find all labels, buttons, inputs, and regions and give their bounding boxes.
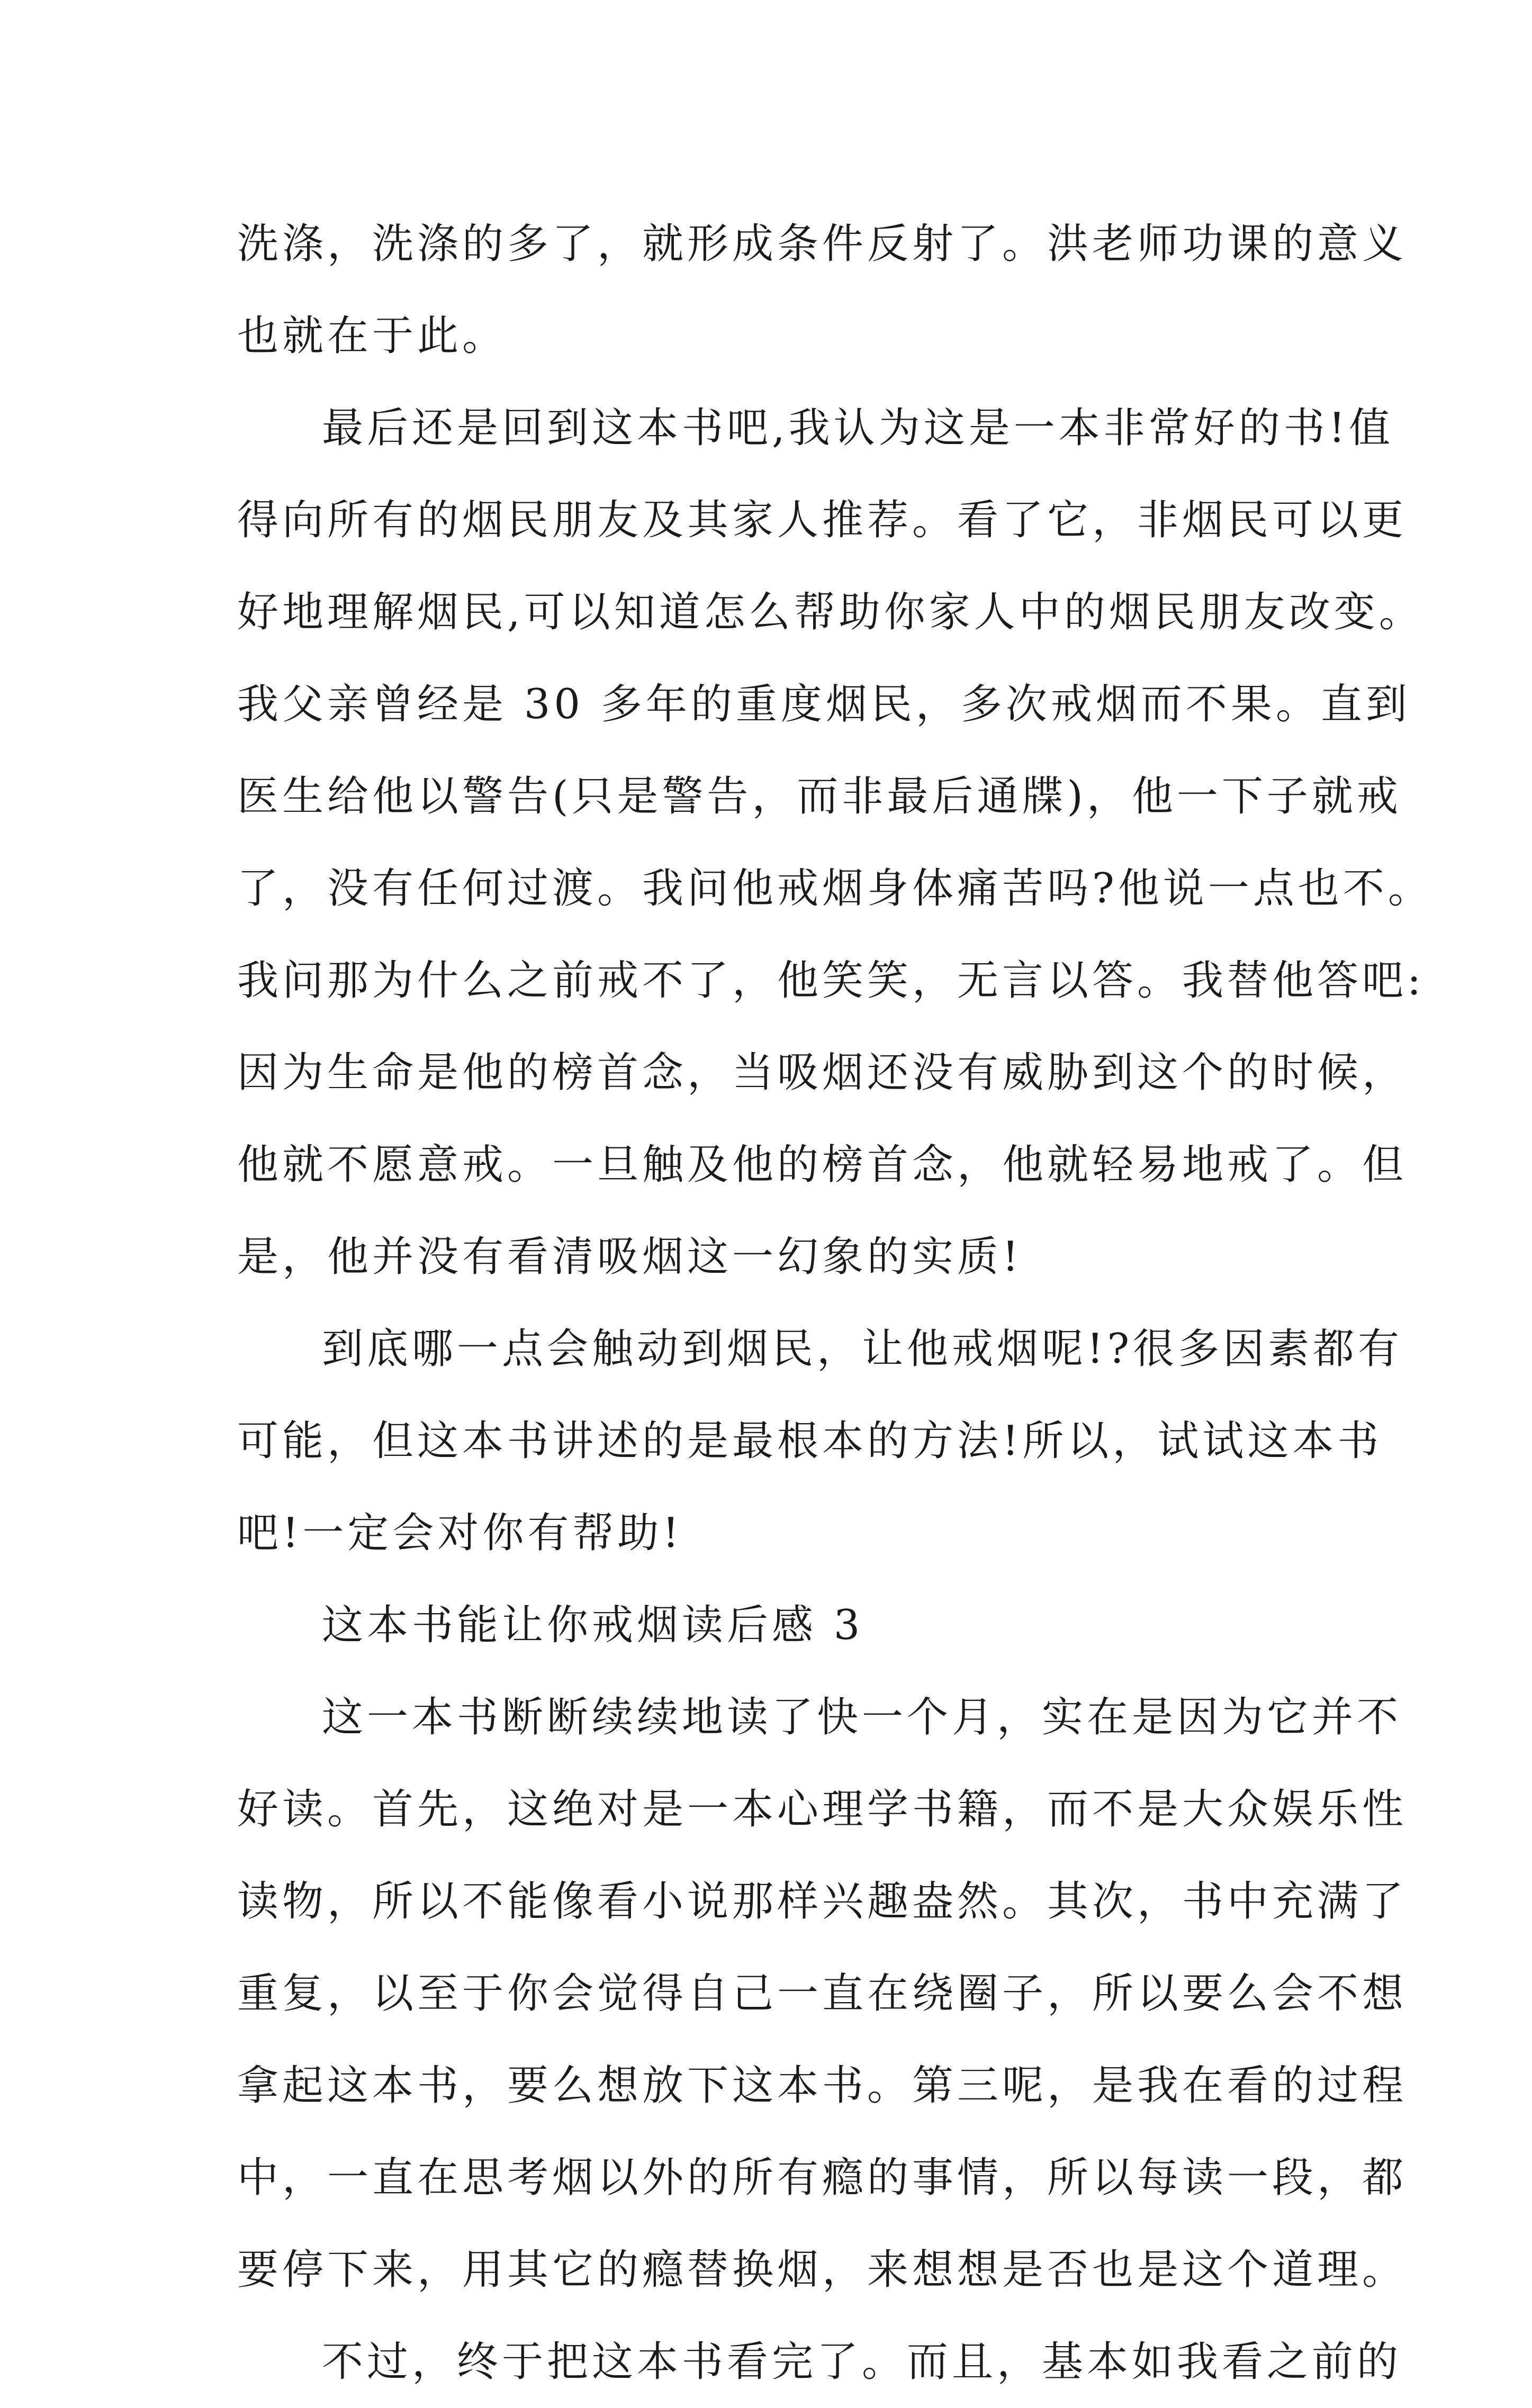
text-line: 是，他并没有看清吸烟这一幻象的实质! — [237, 1233, 1023, 1281]
text-line: 我父亲曾经是 30 多年的重度烟民，多次戒烟而不果。直到 — [237, 681, 1411, 728]
text-line: 重复，以至于你会觉得自己一直在绕圈子，所以要么会不想 — [237, 1970, 1408, 2017]
text-line: 好读。首先，这绝对是一本心理学书籍，而不是大众娱乐性 — [237, 1786, 1408, 1833]
paragraph-first-line: 不过，终于把这本书看完了。而且，基本如我看之前的 — [322, 2338, 1402, 2386]
text-line: 医生给他以警告(只是警告，而非最后通牒)，他一下子就戒 — [237, 773, 1402, 820]
text-line: 中，一直在思考烟以外的所有瘾的事情，所以每读一段，都 — [237, 2154, 1408, 2202]
text-line: 可能，但这本书讲述的是最根本的方法!所以，试试这本书 — [237, 1417, 1383, 1465]
text-line: 因为生命是他的榜首念，当吸烟还没有威胁到这个的时候， — [237, 1049, 1408, 1097]
paragraph-first-line: 到底哪一点会触动到烟民，让他戒烟呢!?很多因素都有 — [322, 1325, 1403, 1373]
paragraph-first-line: 这本书能让你戒烟读后感 3 — [322, 1601, 864, 1649]
text-line: 也就在于此。 — [237, 312, 508, 360]
text-line: 吧!一定会对你有帮助! — [237, 1509, 683, 1557]
body-text — [237, 198, 1433, 2408]
text-line: 他就不愿意戒。一旦触及他的榜首念，他就轻易地戒了。但 — [237, 1141, 1408, 1189]
text-line: 了，没有任何过渡。我问他戒烟身体痛苦吗?他说一点也不。 — [237, 865, 1433, 912]
text-line: 得向所有的烟民朋友及其家人推荐。看了它，非烟民可以更 — [237, 496, 1408, 544]
text-line: 要停下来，用其它的瘾替换烟，来想想是否也是这个道理。 — [237, 2246, 1408, 2294]
text-line: 洗涤，洗涤的多了，就形成条件反射了。洪老师功课的意义 — [237, 220, 1408, 268]
paragraph-first-line: 这一本书断断续续地读了快一个月，实在是因为它并不 — [322, 1694, 1402, 1741]
text-line: 我问那为什么之前戒不了，他笑笑，无言以答。我替他答吧: — [237, 957, 1425, 1004]
text-line: 读物，所以不能像看小说那样兴趣盎然。其次，书中充满了 — [237, 1878, 1408, 1925]
paragraph-first-line: 最后还是回到这本书吧,我认为这是一本非常好的书!值 — [322, 404, 1394, 452]
text-line: 好地理解烟民,可以知道怎么帮助你家人中的烟民朋友改变。 — [237, 589, 1424, 636]
text-line: 拿起这本书，要么想放下这本书。第三呢，是我在看的过程 — [237, 2062, 1408, 2110]
